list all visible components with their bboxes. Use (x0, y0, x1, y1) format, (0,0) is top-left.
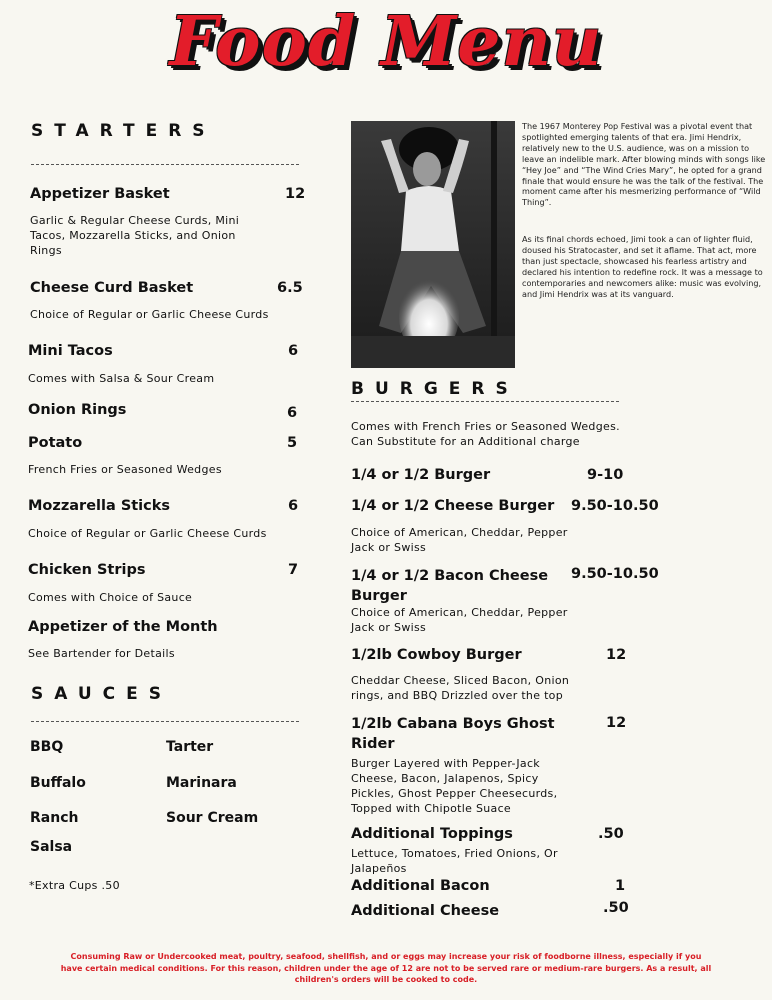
starter-name: Chicken Strips (28, 562, 146, 578)
starter-price: 6 (288, 498, 299, 514)
starter-desc: See Bartender for Details (28, 647, 175, 660)
burger-price: .50 (603, 900, 629, 916)
sauce-item: Tarter (166, 739, 214, 755)
sauces-divider (31, 721, 299, 722)
sauces-heading: SAUCES (31, 684, 173, 704)
burger-name: 1/4 or 1/2 Burger (351, 467, 491, 483)
starter-name: Onion Rings (28, 402, 127, 418)
burger-desc: Burger Layered with Pepper-Jack Cheese, Bacon, Jalapenos, Spicy Pickles, Ghost Pepper Cheesecurds, Topped with Chipotle Suace (351, 757, 558, 815)
burgers-intro: Comes with French Fries or Seasoned Wedges. Can Substitute for an Additional charge (351, 420, 620, 448)
starter-desc: Choice of Regular or Garlic Cheese Curds (30, 308, 269, 321)
starter-desc: Choice of Regular or Garlic Cheese Curds (28, 527, 267, 540)
burger-price: 12 (606, 715, 627, 731)
burger-name: Additional Cheese (351, 903, 500, 919)
burgers-divider (351, 401, 619, 402)
starter-name: Mini Tacos (28, 343, 113, 359)
starters-divider (31, 164, 299, 165)
menu-title: Food Menu (169, 2, 603, 82)
bio-paragraph: The 1967 Monterey Pop Festival was a pivotal event that spotlighted emerging talents of that era. Jimi Hendrix, relatively new to the U.S. audience, was on a mission to leave an indelible mark. After blowing minds with songs like “Hey Joe” and “The Wind Cries Mary”, he opted for a grand finale that would ensure he was the talk of the festival. The moment came after his mesmerizing performance of “Wild Thing”. (522, 121, 766, 208)
starters-heading: STARTERS (31, 121, 216, 141)
sauce-item: Sour Cream (166, 810, 259, 826)
sauce-item: Salsa (30, 839, 73, 855)
burger-desc: Choice of American, Cheddar, Pepper Jack or Swiss (351, 606, 568, 634)
burger-price: 9.50-10.50 (571, 498, 659, 514)
starter-price: 5 (287, 435, 298, 451)
starter-name: Appetizer of the Month (28, 619, 218, 635)
burger-name: Additional Bacon (351, 878, 490, 894)
burger-name: 1/4 or 1/2 Bacon Cheese Burger (351, 568, 549, 604)
burger-name: 1/2lb Cowboy Burger (351, 647, 522, 663)
burger-price: 1 (615, 878, 626, 894)
starter-price: 6 (287, 405, 298, 421)
burger-desc: Lettuce, Tomatoes, Fried Onions, Or Jalapeños (351, 847, 558, 875)
starter-name: Cheese Curd Basket (30, 280, 194, 296)
burger-desc: Cheddar Cheese, Sliced Bacon, Onion rings, and BBQ Drizzled over the top (351, 674, 570, 702)
sauce-item: Marinara (166, 775, 237, 791)
burger-price: 9.50-10.50 (571, 566, 659, 582)
burger-price: 9-10 (587, 467, 624, 483)
starter-desc: Garlic & Regular Cheese Curds, Mini Tacos, Mozzarella Sticks, and Onion Rings (30, 214, 240, 257)
starter-price: 6 (288, 343, 299, 359)
burger-price: .50 (598, 826, 624, 842)
sauce-item: Buffalo (30, 775, 86, 791)
bio-paragraph: As its final chords echoed, Jimi took a can of lighter fluid, doused his Stratocaster, and set it aflame. That act, more than just spectacle, showcased his fearless artistry and declared his intention to redefine rock. It was a message to contemporaries and newcomers alike: music was evolving, and Jimi Hendrix was at its vanguard. (522, 234, 763, 299)
starter-price: 12 (285, 186, 306, 202)
sauces-note: *Extra Cups .50 (29, 879, 120, 892)
starter-desc: Comes with Salsa & Sour Cream (28, 372, 215, 385)
burgers-heading: BURGERS (351, 379, 519, 399)
foodborne-illness-warning: Consuming Raw or Undercooked meat, poultry, seafood, shellfish, and or eggs may increase your risk of foodborne illness, especially if you have certain medical conditions. For this reason, children under the age of 12 are not to be served rare or medium-rare burgers. As a result, all children's orders will be cooked to code. (60, 952, 712, 984)
performer-photo (351, 121, 515, 368)
starter-name: Appetizer Basket (30, 186, 170, 202)
starter-name: Potato (28, 435, 83, 451)
starter-price: 7 (288, 562, 299, 578)
burger-desc: Choice of American, Cheddar, Pepper Jack or Swiss (351, 526, 568, 554)
burger-name: 1/4 or 1/2 Cheese Burger (351, 498, 555, 514)
burger-name: 1/2lb Cabana Boys Ghost Rider (351, 716, 555, 752)
sauce-item: Ranch (30, 810, 79, 826)
burger-name: Additional Toppings (351, 826, 513, 842)
starter-price: 6.5 (277, 280, 303, 296)
starter-name: Mozzarella Sticks (28, 498, 171, 514)
burger-price: 12 (606, 647, 627, 663)
starter-desc: French Fries or Seasoned Wedges (28, 463, 222, 476)
starter-desc: Comes with Choice of Sauce (28, 591, 193, 604)
sauce-item: BBQ (30, 739, 64, 755)
guitar-fire-illustration (351, 121, 515, 368)
